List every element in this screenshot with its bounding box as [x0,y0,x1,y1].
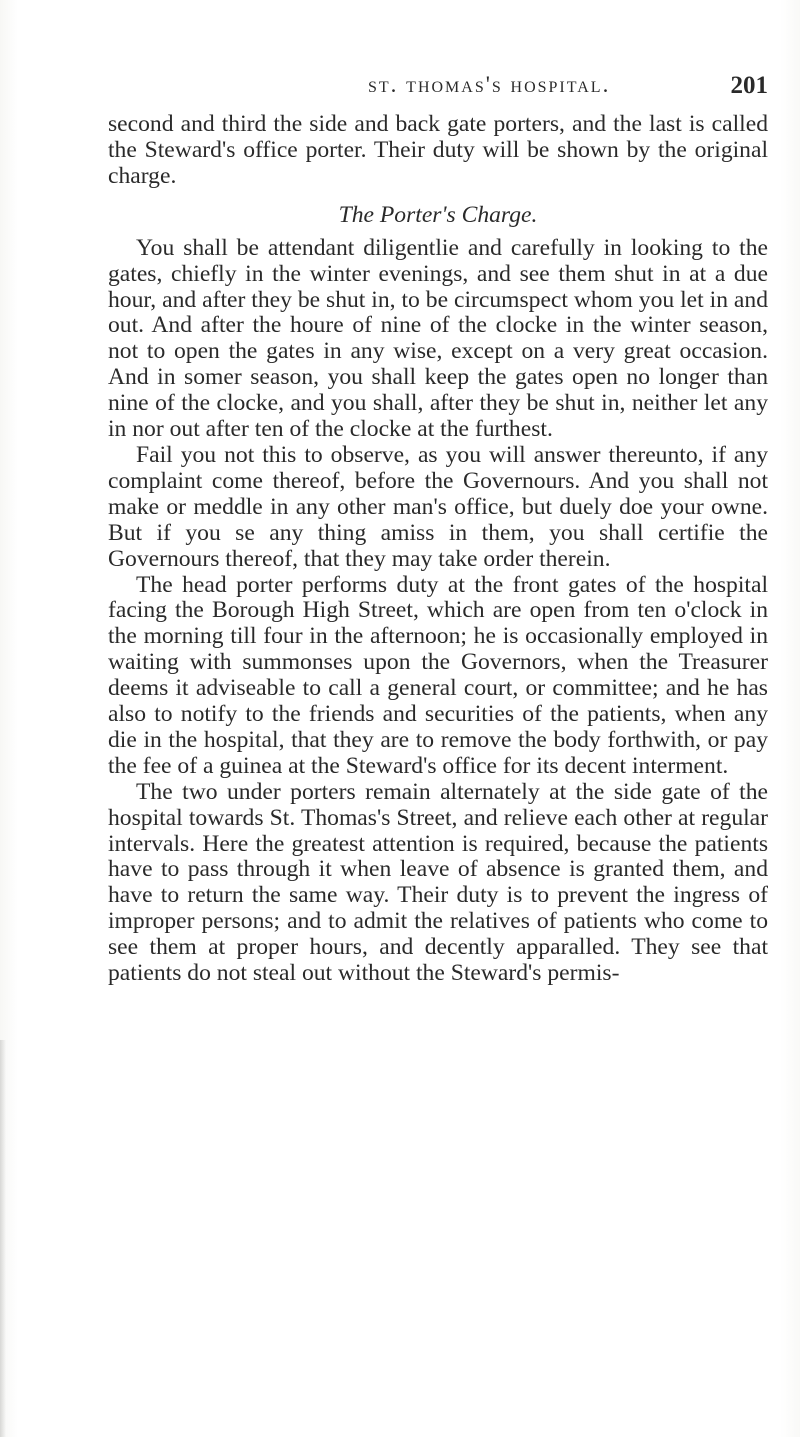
paragraph-5: The two under porters remain alternately at the side gate of the hospital towards St. Thomas's Street, and relieve each other at regular intervals. Here the greatest attention is required, because the patients have to pass through it when leave of absence is granted them, and have to return the same way. Their duty is to prevent the ingress of improper persons; and to admit the relatives of patients who come to see them at proper hours, and decently apparalled. They see that patients do not steal out without the Steward's permis- [108,778,768,987]
section-title: The Porter's Charge. [338,201,538,228]
page-body [108,112,768,987]
page-edge-shadow [0,1040,6,1437]
page-header [108,72,768,102]
paragraph-2: You shall be attendant diligentlie and carefully in looking to the gates, chiefly in the winter evenings, and see them shut in at a due hour, and after they be shut in, to be circumspect whom you let in and out. And after the houre of nine of the clocke in the winter season, not to open the gates in any wise, except on a very great occasion. And in somer season, you shall keep the gates open no longer than nine of the clocke, and you shall, after they be shut in, neither let any in nor out after ten of the clocke at the furthest. [108,234,768,443]
page-number: 201 [730,72,768,99]
paragraph-4: The head porter performs duty at the front gates of the hospital facing the Borough High Street, which are open from ten o'clock in the morning till four in the afternoon; he is occasionally employed in waiting with summonses upon the Governors, when the Treasurer deems it adviseable to call a general court, or committee; and he has also to notify to the friends and securities of the patients, when any die in the hospital, that they are to remove the body forthwith, or pay the fee of a guinea at the Steward's office for its decent interment. [108,571,768,779]
paragraph-3: Fail you not this to observe, as you will answer thereunto, if any complaint come thereof, before the Governours. And you shall not make or meddle in any other man's office, but duely doe your owne. But if you se any thing amiss in them, you shall certifie the Governours thereof, that they may take order therein. [108,441,768,572]
paragraph-1: second and third the side and back gate porters, and the last is called the Steward's office porter. Their duty will be shown by the original charge. [108,111,768,189]
running-head: st. thomas's hospital. [368,72,611,97]
